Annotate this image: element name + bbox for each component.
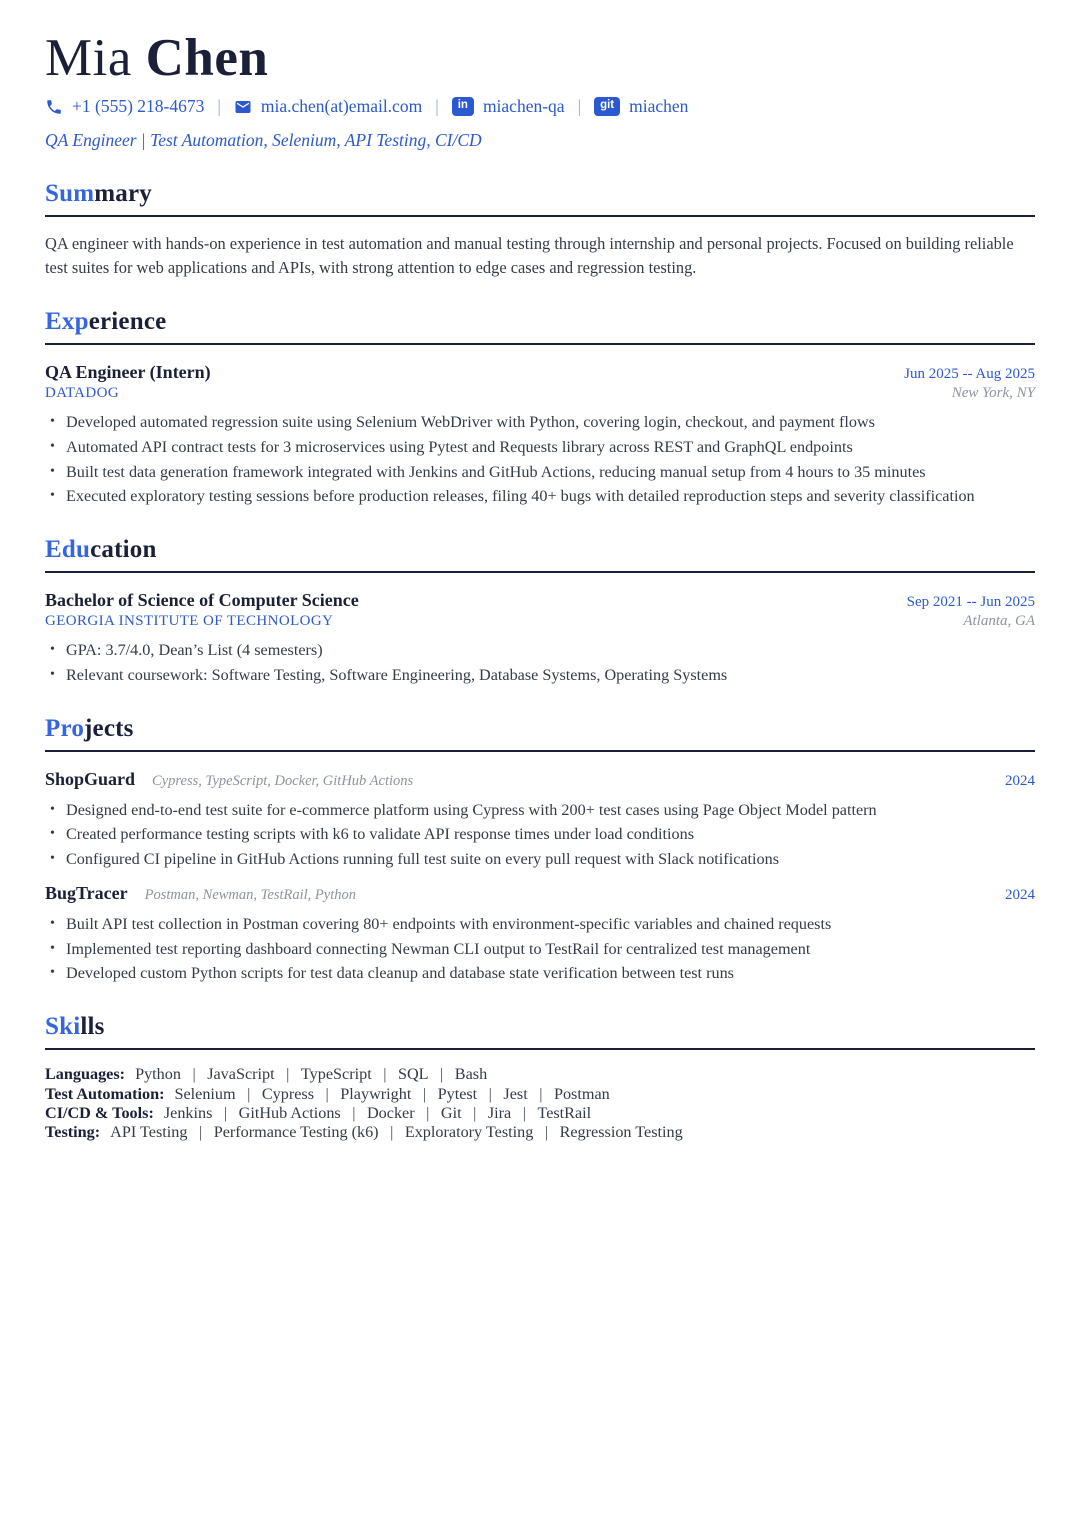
section-skills — [45, 1013, 1035, 1142]
project-bullet: • Configured CI pipeline in GitHub Actions running full test suite on every pull request with Slack notifications — [45, 849, 1035, 870]
project-stack: Cypress, TypeScript, Docker, GitHub Actions — [152, 772, 414, 789]
skill-item: Pytest — [437, 1084, 478, 1103]
summary-heading: Summary — [45, 180, 1035, 217]
skill-separator: | — [286, 1065, 290, 1084]
skill-item: Regression Testing — [559, 1123, 683, 1142]
degree-title: Bachelor of Science of Computer Science — [45, 590, 359, 611]
skill-item: TypeScript — [300, 1065, 372, 1084]
skill-separator: | — [325, 1084, 329, 1103]
job-bullet: • Developed automated regression suite using Selenium WebDriver with Python, covering login, checkout, and payment flows — [45, 412, 1035, 433]
experience-entry — [45, 362, 1035, 507]
skill-item: Cypress — [261, 1084, 315, 1103]
skill-separator: | — [539, 1084, 543, 1103]
project-bullet: • Created performance testing scripts with k6 to validate API response times under load conditions — [45, 824, 1035, 845]
skill-item: Jenkins — [163, 1103, 213, 1122]
project-name: BugTracer — [45, 883, 128, 904]
skill-item: GitHub Actions — [238, 1103, 341, 1122]
skill-row-testing — [45, 1123, 1035, 1142]
skill-item: Performance Testing (k6) — [213, 1123, 379, 1142]
experience-heading: Experience — [45, 308, 1035, 345]
school-location: Atlanta, GA — [963, 613, 1035, 630]
skill-item: TestRail — [537, 1103, 592, 1122]
company-name: DATADOG — [45, 385, 120, 402]
experience-entry-header — [45, 362, 1035, 383]
project-bullet-list — [45, 914, 1035, 984]
project-year: 2024 — [1005, 772, 1035, 789]
skill-separator: | — [440, 1065, 444, 1084]
skill-item: Jest — [503, 1084, 528, 1103]
skill-separator: | — [544, 1123, 549, 1142]
tagline: QA Engineer | Test Automation, Selenium, API Testing, CI/CD — [45, 130, 482, 151]
skill-separator: | — [223, 1103, 228, 1122]
skill-item: Git — [440, 1103, 462, 1122]
git-icon: git — [594, 97, 620, 116]
skill-separator: | — [390, 1123, 394, 1142]
skill-row-cicd-tools — [45, 1104, 1035, 1123]
skill-label: Testing: — [45, 1123, 101, 1142]
last-name: Chen — [145, 29, 269, 87]
skill-separator: | — [422, 1084, 427, 1103]
email-link[interactable]: mia.chen(at)email.com — [260, 96, 423, 117]
section-experience — [45, 308, 1035, 507]
skill-separator: | — [488, 1084, 492, 1103]
skill-item: Bash — [454, 1065, 488, 1084]
linkedin-icon: in — [452, 97, 474, 116]
projects-heading: Projects — [45, 715, 1035, 752]
section-education — [45, 536, 1035, 686]
experience-entry-subheader — [45, 385, 1035, 402]
contact-separator: | — [217, 96, 221, 117]
skill-separator: | — [426, 1103, 430, 1122]
email-icon — [234, 98, 252, 116]
project-stack: Postman, Newman, TestRail, Python — [144, 887, 356, 904]
skill-item: Postman — [553, 1084, 610, 1103]
job-bullet-list — [45, 412, 1035, 507]
skill-label: Test Automation: — [45, 1084, 165, 1103]
skills-heading: Skills — [45, 1013, 1035, 1050]
project-entry — [45, 883, 1035, 984]
skill-item: Docker — [366, 1103, 415, 1122]
summary-text: QA engineer with hands-on experience in test automation and manual testing through internship and personal projects. Focused on building reliable test suites for web applications and APIs, with strong attention to edge cases and regression testing. — [45, 234, 1014, 277]
skill-separator: | — [473, 1103, 477, 1122]
education-bullet-list — [45, 640, 1035, 686]
contact-separator: | — [435, 96, 439, 117]
education-bullet: • Relevant coursework: Software Testing, Software Engineering, Database Systems, Operating Systems — [45, 665, 1035, 686]
job-title: QA Engineer (Intern) — [45, 362, 211, 383]
education-heading: Education — [45, 536, 1035, 573]
skill-separator: | — [522, 1103, 526, 1122]
skill-item: Playwright — [340, 1084, 412, 1103]
phone-icon — [45, 98, 63, 116]
project-bullet: • Implemented test reporting dashboard connecting Newman CLI output to TestRail for centralized test management — [45, 939, 1035, 960]
job-bullet: • Built test data generation framework integrated with Jenkins and GitHub Actions, reducing manual setup from 4 hours to 35 minutes — [45, 462, 1035, 483]
job-bullet: • Automated API contract tests for 3 microservices using Pytest and Requests library across REST and GraphQL endpoints — [45, 437, 1035, 458]
skill-row-languages — [45, 1065, 1035, 1084]
job-location: New York, NY — [951, 385, 1035, 402]
section-summary — [45, 180, 1035, 279]
skill-separator: | — [247, 1084, 251, 1103]
project-bullet: • Developed custom Python scripts for test data cleanup and database state verification between test runs — [45, 963, 1035, 984]
page-title — [45, 30, 1035, 87]
skill-label: Languages: — [45, 1065, 126, 1084]
skill-item: SQL — [397, 1065, 429, 1084]
phone-number[interactable]: +1 (555) 218-4673 — [72, 96, 205, 117]
skill-separator: | — [192, 1065, 196, 1084]
education-entry — [45, 590, 1035, 686]
project-bullet: • Designed end-to-end test suite for e-commerce platform using Cypress with 200+ test cases using Page Object Model pattern — [45, 800, 1035, 821]
skill-item: Jira — [487, 1103, 512, 1122]
contact-row — [45, 96, 1035, 117]
github-link[interactable]: miachen — [629, 96, 689, 117]
school-name: GEORGIA INSTITUTE OF TECHNOLOGY — [45, 613, 334, 630]
linkedin-link[interactable]: miachen-qa — [482, 96, 565, 117]
section-projects — [45, 715, 1035, 984]
skill-separator: | — [383, 1065, 387, 1084]
skills-list — [45, 1065, 1035, 1142]
job-dates: Jun 2025 -- Aug 2025 — [904, 366, 1035, 383]
project-entry — [45, 769, 1035, 870]
skill-item: API Testing — [110, 1123, 188, 1142]
project-header — [45, 769, 1035, 790]
education-bullet: • GPA: 3.7/4.0, Dean’s List (4 semesters) — [45, 640, 1035, 661]
education-dates: Sep 2021 -- Jun 2025 — [906, 594, 1035, 611]
skill-item: JavaScript — [207, 1065, 275, 1084]
skill-separator: | — [352, 1103, 356, 1122]
project-name: ShopGuard — [45, 768, 136, 789]
contact-separator: | — [577, 96, 582, 117]
skill-separator: | — [198, 1123, 203, 1142]
project-header — [45, 883, 1035, 904]
project-bullet: • Built API test collection in Postman covering 80+ endpoints with environment-specific variables and chained requests — [45, 914, 1035, 935]
skill-item: Selenium — [174, 1084, 236, 1103]
job-bullet: • Executed exploratory testing sessions before production releases, filing 40+ bugs with detailed reproduction steps and severity classification — [45, 486, 1035, 507]
first-name: Mia — [45, 29, 132, 87]
project-year: 2024 — [1005, 887, 1035, 904]
skill-item: Exploratory Testing — [404, 1123, 534, 1142]
project-bullet-list — [45, 800, 1035, 870]
education-entry-subheader — [45, 613, 1035, 630]
education-entry-header — [45, 590, 1035, 611]
skill-label: CI/CD & Tools: — [45, 1103, 154, 1122]
skill-item: Python — [135, 1065, 181, 1084]
skill-row-test-automation — [45, 1085, 1035, 1104]
